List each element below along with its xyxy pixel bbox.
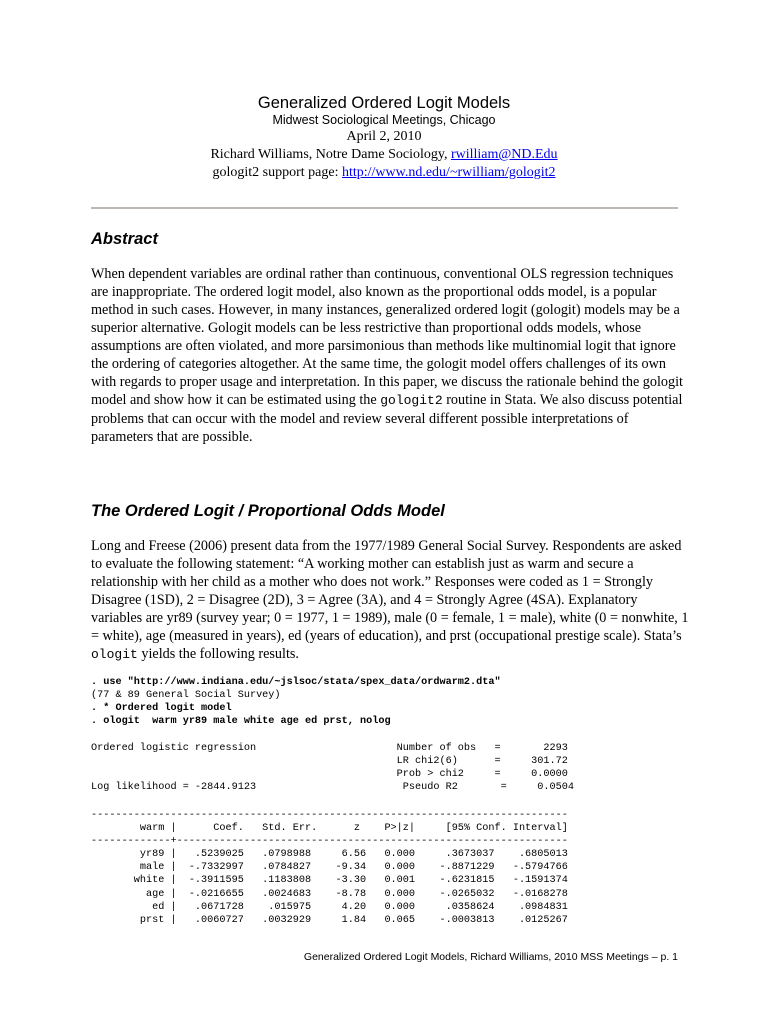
- table-rule: ------------------------------------------------------------------------------: [91, 810, 568, 821]
- author-email-link[interactable]: rwilliam@ND.Edu: [450, 147, 558, 162]
- stat-line: LR chi2(6) = 301.72: [91, 756, 568, 768]
- stata-command-ologit: . ologit warm yr89 male white age ed prst, nolog: [91, 716, 391, 728]
- section-heading: The Ordered Logit / Proportional Odds Model: [91, 502, 445, 520]
- table-row: age | -.0216655 .0024683 -8.78 0.000 -.0265032 -.0168278: [91, 888, 568, 900]
- title-block: [0, 93, 768, 182]
- support-line: [0, 164, 768, 182]
- horizontal-divider: [91, 207, 678, 209]
- table-row: ed | .0671728 .015975 4.20 0.000 .0358624 .0984831: [91, 901, 568, 913]
- abstract-paragraph: [91, 265, 691, 446]
- abstract-text-2: routine in Stata. We also discuss potential problems that can occur with the model and review several different possible interpretations of parameters that are possible.: [91, 392, 683, 445]
- abstract-heading: Abstract: [91, 230, 158, 248]
- author-name: Richard Williams, Notre Dame Sociology,: [210, 147, 451, 162]
- section-paragraph: [91, 537, 691, 664]
- table-rule: -------------+----------------------------------------------------------------: [91, 836, 568, 848]
- support-label: gologit2 support page:: [212, 165, 342, 180]
- table-header: warm | Coef. Std. Err. z P>|z| [95% Conf. Interval]: [91, 823, 568, 835]
- stata-note: (77 & 89 General Social Survey): [91, 690, 281, 702]
- stata-comment: . * Ordered logit model: [91, 703, 232, 715]
- meeting-name: Midwest Sociological Meetings, Chicago: [272, 113, 496, 127]
- abstract-text-1: When dependent variables are ordinal rather than continuous, conventional OLS regression techniques are inappropriate. The ordered logit model, also known as the proportional odds model, is a popular method in such cases. However, in many instances, generalized ordered logit (gologit) models may be a superior alternative. Gologit models can be less restrictive than proportional odds models, whose assumptions are often violated, and more parsimonious than methods like multinomial logit that ignore the ordering of categories altogether. At the same time, the gologit model offers challenges of its own with regards to proper usage and interpretation. In this paper, we discuss the rationale behind the gologit model and show how it can be estimated using the: [91, 266, 683, 408]
- stat-line: Prob > chi2 = 0.0000: [91, 769, 568, 781]
- support-page-link[interactable]: http://www.nd.edu/~rwilliam/gologit2: [341, 165, 556, 180]
- author-line: [0, 146, 768, 164]
- table-row: male | -.7332997 .0784827 -9.34 0.000 -.8871229 -.5794766: [91, 862, 568, 874]
- abstract-code-word: gologit2: [380, 393, 443, 408]
- stata-commands: [91, 676, 501, 728]
- page-footer: Generalized Ordered Logit Models, Richard Williams, 2010 MSS Meetings – p. 1: [303, 951, 678, 963]
- paper-date: April 2, 2010: [346, 129, 422, 144]
- stata-model-stats: [91, 742, 574, 794]
- section-code-word: ologit: [91, 647, 138, 662]
- table-row: white | -.3911595 .1183808 -3.30 0.001 -.6231815 -.1591374: [91, 875, 568, 887]
- table-row: yr89 | .5239025 .0798988 6.56 0.000 .3673037 .6805013: [91, 849, 568, 861]
- table-row: prst | .0060727 .0032929 1.84 0.065 -.0003813 .0125267: [91, 914, 568, 926]
- section-text-1: Long and Freese (2006) present data from the 1977/1989 General Social Survey. Respondents are asked to evaluate the following statement: “A working mother can establish just as warm and secure a relationship with her child as a mother who does not work.” Responses were coded as 1 = Strongly Disagree (1SD), 2 = Disagree (2D), 3 = Agree (3A), and 4 = Strongly Agree (4SA). Explanatory variables are yr89 (survey year; 0 = 1977, 1 = 1989), male (0 = female, 1 = male), white (0 = nonwhite, 1 = white), age (measured in years), ed (years of education), and prst (occupational prestige scale). Stata’s: [91, 538, 689, 644]
- stat-line: Log likelihood = -2844.9123 Pseudo R2 = 0.0504: [91, 782, 574, 794]
- paper-title: Generalized Ordered Logit Models: [257, 94, 511, 112]
- stat-line: Ordered logistic regression Number of obs = 2293: [91, 743, 568, 754]
- stata-command-use: . use "http://www.indiana.edu/~jslsoc/stata/spex_data/ordwarm2.dta": [91, 677, 501, 688]
- stata-coefficient-table: [91, 809, 568, 927]
- section-text-2: yields the following results.: [137, 646, 299, 662]
